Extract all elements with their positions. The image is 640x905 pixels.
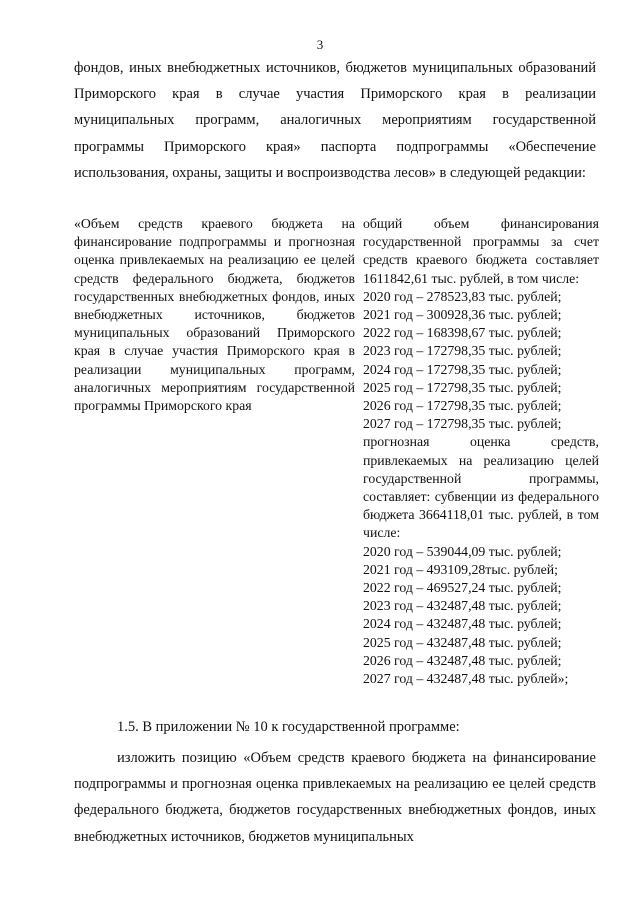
federal-year-2027: 2027 год – 432487,48 тыс. рублей»; bbox=[363, 671, 569, 687]
section-heading: 1.5. В приложении № 10 к государственной программе: bbox=[117, 719, 460, 735]
regional-year-2022: 2022 год – 168398,67 тыс. рублей; bbox=[363, 325, 562, 341]
federal-year-2026: 2026 год – 432487,48 тыс. рублей; bbox=[363, 652, 562, 668]
federal-years-list bbox=[363, 543, 599, 689]
federal-year-2023: 2023 год – 432487,48 тыс. рублей; bbox=[363, 598, 562, 614]
federal-total-text: прогнозная оценка средств, привлекаемых на реализацию целей государственной программы, составляет: субвенции из федерального бюджета 3664118,01 тыс. рублей, в том числе: bbox=[363, 434, 599, 541]
federal-year-2022: 2022 год – 469527,24 тыс. рублей; bbox=[363, 580, 562, 596]
regional-year-2027: 2027 год – 172798,35 тыс. рублей; bbox=[363, 416, 562, 432]
intro-paragraph: фондов, иных внебюджетных источников, бюджетов муниципальных образований Приморского края в случае участия Приморского края в реализации муниципальных программ, аналогичных мероприятиям государственной программы Приморского края» паспорта подпрограммы «Обеспечение использования, охраны, защиты и воспроизводства лесов» в следующей редакции: bbox=[74, 60, 596, 181]
federal-year-2021: 2021 год – 493109,28тыс. рублей; bbox=[363, 561, 558, 577]
federal-year-2020: 2020 год – 539044,09 тыс. рублей; bbox=[363, 543, 562, 559]
regional-year-2024: 2024 год – 172798,35 тыс. рублей; bbox=[363, 361, 562, 377]
table-right-cell bbox=[363, 215, 599, 688]
regional-year-2023: 2023 год – 172798,35 тыс. рублей; bbox=[363, 343, 562, 359]
regional-year-2021: 2021 год – 300928,36 тыс. рублей; bbox=[363, 307, 562, 323]
closing-paragraph: изложить позицию «Объем средств краевого бюджета на финансирование подпрограммы и прогнозная оценка привлекаемых на реализацию ее целей средств федерального бюджета, бюджетов государственных внебюджетных фондов, иных внебюджетных источников, бюджетов муниципальных bbox=[74, 750, 596, 845]
regional-year-2020: 2020 год – 278523,83 тыс. рублей; bbox=[363, 288, 562, 304]
page-number: 3 bbox=[316, 37, 324, 52]
funding-table bbox=[74, 215, 599, 715]
regional-years-list bbox=[363, 288, 599, 434]
regional-year-2025: 2025 год – 172798,35 тыс. рублей; bbox=[363, 379, 562, 395]
regional-total-text: общий объем финансирования государственной программы за счет средств краевого бюджета составляет 1611842,61 тыс. рублей, в том числе: bbox=[363, 216, 599, 286]
federal-year-2025: 2025 год – 432487,48 тыс. рублей; bbox=[363, 634, 562, 650]
federal-year-2024: 2024 год – 432487,48 тыс. рублей; bbox=[363, 616, 562, 632]
table-left-cell: «Объем средств краевого бюджета на финансирование подпрограммы и прогнозная оценка привлекаемых на реализацию ее целей средств федерального бюджета, бюджетов государственных внебюджетных фондов, иных внебюджетных источников, бюджетов муниципальных образований Приморского края в случае участия Приморского края в реализации муниципальных программ, аналогичных мероприятиям государственной программы Приморского края bbox=[74, 216, 355, 414]
regional-year-2026: 2026 год – 172798,35 тыс. рублей; bbox=[363, 398, 562, 414]
